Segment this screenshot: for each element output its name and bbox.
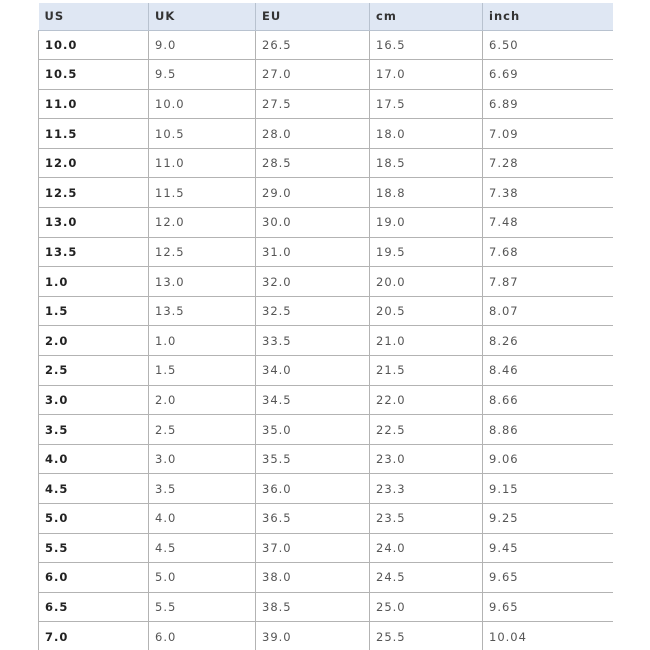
cell-eu: 34.5 [256,385,370,415]
cell-cm: 18.5 [370,148,483,178]
cell-us: 10.0 [39,30,149,60]
table-row [39,30,614,60]
cell-eu: 27.0 [256,60,370,90]
cell-cm: 18.0 [370,119,483,149]
cell-eu: 28.5 [256,148,370,178]
cell-us: 13.0 [39,208,149,238]
cell-us: 5.0 [39,504,149,534]
cell-us: 11.0 [39,89,149,119]
table-row [39,592,614,622]
cell-us: 12.5 [39,178,149,208]
table-row [39,89,614,119]
cell-cm: 20.5 [370,296,483,326]
cell-inch: 9.65 [483,592,614,622]
cell-cm: 20.0 [370,267,483,297]
cell-eu: 36.0 [256,474,370,504]
table-header-row [39,3,614,30]
cell-inch: 7.09 [483,119,614,149]
cell-eu: 35.0 [256,415,370,445]
cell-inch: 8.86 [483,415,614,445]
cell-inch: 9.06 [483,444,614,474]
cell-cm: 19.0 [370,208,483,238]
cell-uk: 9.5 [149,60,256,90]
cell-eu: 32.5 [256,296,370,326]
cell-uk: 5.5 [149,592,256,622]
cell-eu: 26.5 [256,30,370,60]
cell-eu: 35.5 [256,444,370,474]
cell-inch: 9.45 [483,533,614,563]
cell-cm: 21.5 [370,356,483,386]
cell-eu: 30.0 [256,208,370,238]
cell-inch: 8.66 [483,385,614,415]
header-eu: EU [256,3,370,30]
table-row [39,178,614,208]
cell-inch: 8.46 [483,356,614,386]
cell-cm: 25.0 [370,592,483,622]
cell-eu: 33.5 [256,326,370,356]
table-row [39,622,614,650]
cell-uk: 3.5 [149,474,256,504]
table-row [39,444,614,474]
cell-inch: 8.26 [483,326,614,356]
cell-cm: 18.8 [370,178,483,208]
cell-us: 6.0 [39,563,149,593]
cell-eu: 28.0 [256,119,370,149]
cell-us: 3.5 [39,415,149,445]
size-chart-container [38,3,613,650]
cell-cm: 23.3 [370,474,483,504]
header-us: US [39,3,149,30]
cell-us: 13.5 [39,237,149,267]
cell-us: 12.0 [39,148,149,178]
table-row [39,208,614,238]
cell-cm: 23.5 [370,504,483,534]
table-row [39,385,614,415]
cell-us: 3.0 [39,385,149,415]
cell-us: 2.5 [39,356,149,386]
table-row [39,415,614,445]
cell-inch: 7.68 [483,237,614,267]
table-row [39,504,614,534]
cell-cm: 17.0 [370,60,483,90]
table-body [39,30,614,650]
cell-uk: 2.0 [149,385,256,415]
cell-inch: 6.89 [483,89,614,119]
cell-inch: 9.65 [483,563,614,593]
cell-inch: 6.69 [483,60,614,90]
cell-eu: 39.0 [256,622,370,650]
header-cm: cm [370,3,483,30]
cell-uk: 2.5 [149,415,256,445]
cell-eu: 38.0 [256,563,370,593]
cell-inch: 9.25 [483,504,614,534]
cell-eu: 36.5 [256,504,370,534]
header-uk: UK [149,3,256,30]
cell-us: 4.5 [39,474,149,504]
cell-inch: 7.38 [483,178,614,208]
cell-cm: 22.5 [370,415,483,445]
cell-cm: 23.0 [370,444,483,474]
cell-uk: 1.0 [149,326,256,356]
cell-us: 2.0 [39,326,149,356]
table-row [39,296,614,326]
table-row [39,563,614,593]
cell-inch: 8.07 [483,296,614,326]
table-row [39,119,614,149]
size-chart-table [38,3,613,650]
cell-eu: 27.5 [256,89,370,119]
cell-us: 6.5 [39,592,149,622]
table-row [39,356,614,386]
cell-uk: 3.0 [149,444,256,474]
cell-inch: 9.15 [483,474,614,504]
cell-uk: 13.5 [149,296,256,326]
cell-eu: 31.0 [256,237,370,267]
cell-uk: 4.0 [149,504,256,534]
table-row [39,237,614,267]
table-row [39,326,614,356]
cell-uk: 12.0 [149,208,256,238]
cell-uk: 11.5 [149,178,256,208]
table-row [39,533,614,563]
cell-us: 11.5 [39,119,149,149]
cell-uk: 6.0 [149,622,256,650]
cell-inch: 7.48 [483,208,614,238]
cell-eu: 38.5 [256,592,370,622]
header-inch: inch [483,3,614,30]
cell-eu: 29.0 [256,178,370,208]
cell-us: 1.0 [39,267,149,297]
cell-uk: 10.5 [149,119,256,149]
cell-us: 7.0 [39,622,149,650]
cell-uk: 13.0 [149,267,256,297]
table-row [39,148,614,178]
table-row [39,267,614,297]
cell-uk: 10.0 [149,89,256,119]
table-row [39,474,614,504]
cell-eu: 37.0 [256,533,370,563]
cell-uk: 12.5 [149,237,256,267]
cell-eu: 32.0 [256,267,370,297]
cell-inch: 7.28 [483,148,614,178]
table-row [39,60,614,90]
cell-cm: 25.5 [370,622,483,650]
cell-uk: 4.5 [149,533,256,563]
cell-us: 10.5 [39,60,149,90]
cell-cm: 24.5 [370,563,483,593]
cell-cm: 24.0 [370,533,483,563]
cell-us: 5.5 [39,533,149,563]
cell-cm: 19.5 [370,237,483,267]
cell-us: 4.0 [39,444,149,474]
cell-inch: 10.04 [483,622,614,650]
cell-inch: 6.50 [483,30,614,60]
cell-us: 1.5 [39,296,149,326]
cell-uk: 5.0 [149,563,256,593]
cell-cm: 16.5 [370,30,483,60]
cell-uk: 9.0 [149,30,256,60]
cell-cm: 21.0 [370,326,483,356]
cell-cm: 17.5 [370,89,483,119]
cell-cm: 22.0 [370,385,483,415]
cell-inch: 7.87 [483,267,614,297]
cell-eu: 34.0 [256,356,370,386]
cell-uk: 11.0 [149,148,256,178]
cell-uk: 1.5 [149,356,256,386]
